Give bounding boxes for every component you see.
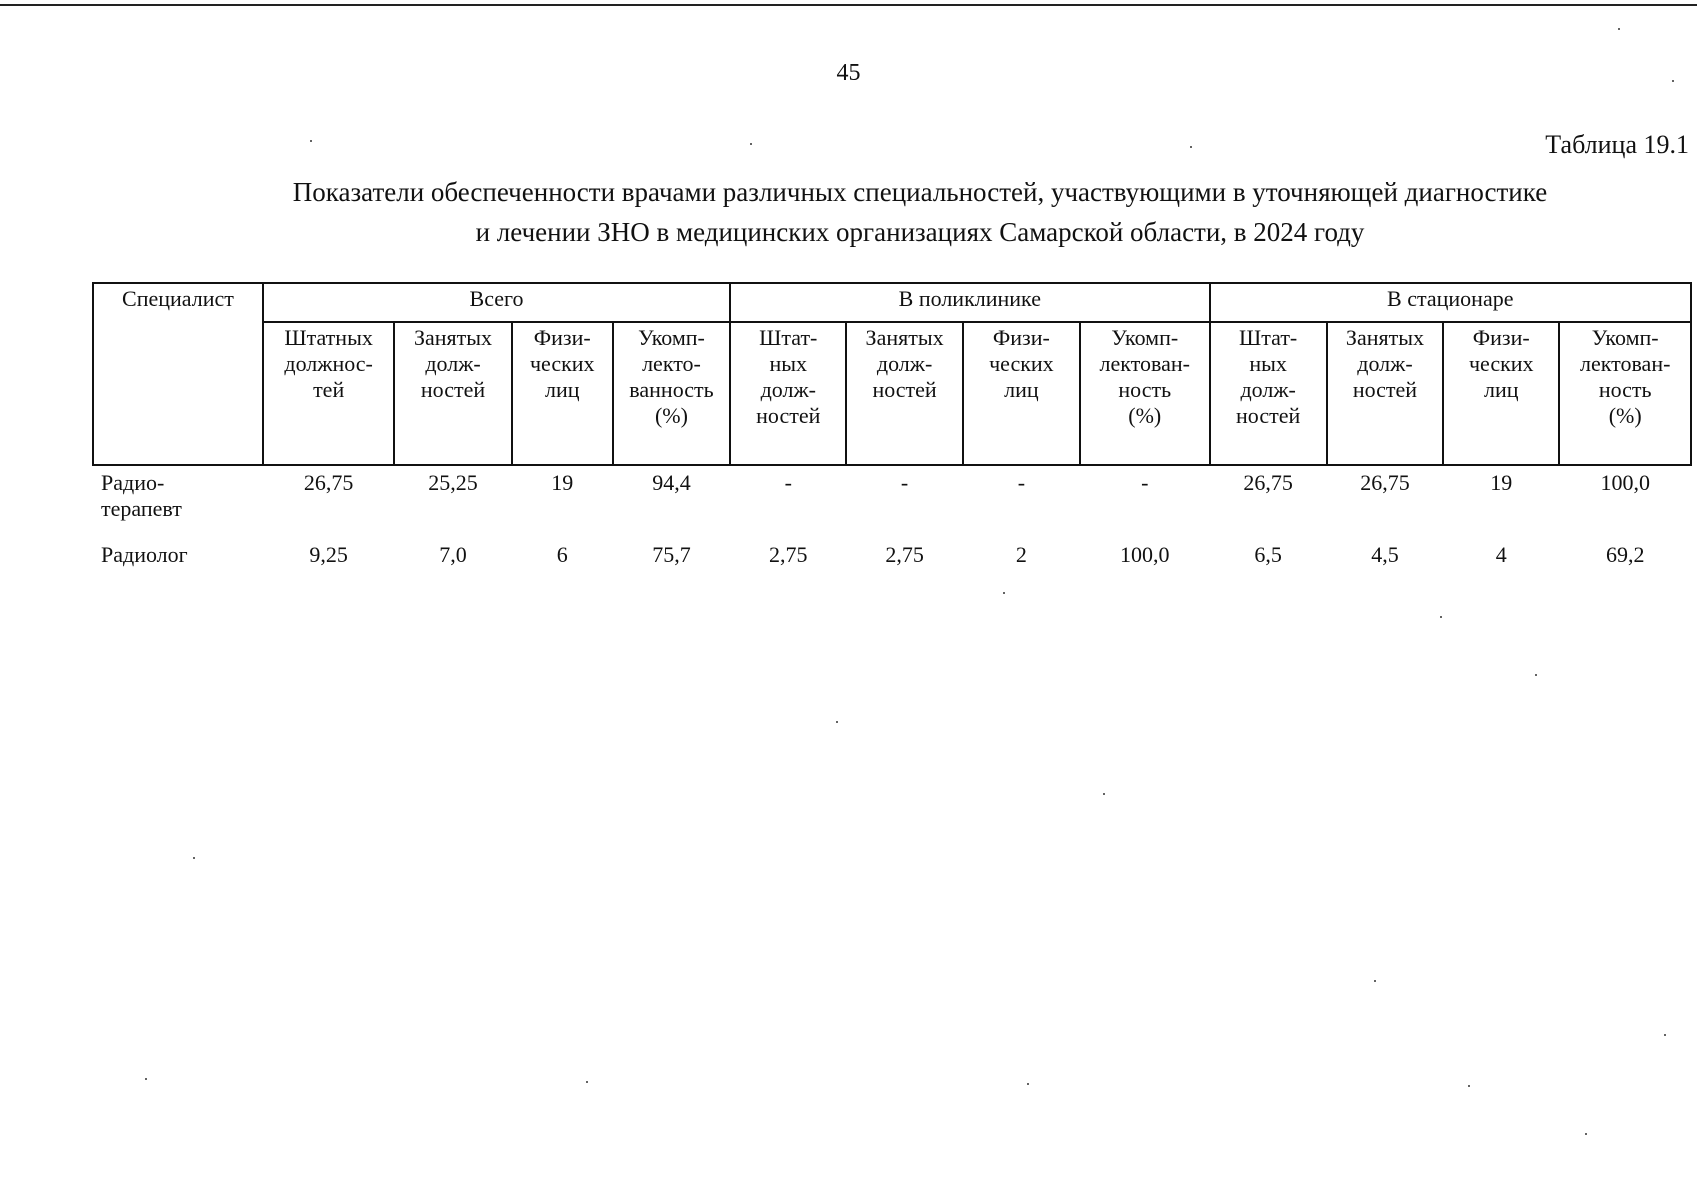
table-cell: 100,0 xyxy=(1120,542,1170,567)
scan-speck xyxy=(1664,1034,1666,1036)
table-cell: 26,75 xyxy=(1243,470,1293,495)
scan-speck xyxy=(145,1078,147,1080)
scan-speck xyxy=(1618,28,1620,30)
subheader: Укомп- лекто- ванность (%) xyxy=(613,322,730,465)
scan-speck xyxy=(1103,793,1105,795)
table-cell: 2,75 xyxy=(769,542,808,567)
subheader: Физи- ческих лиц xyxy=(963,322,1080,465)
table-cell: 9,25 xyxy=(309,542,348,567)
table-cell: 6 xyxy=(556,542,568,567)
group-header-polyclinic: В поликлинике xyxy=(730,283,1209,322)
table-cell: 19 xyxy=(1490,470,1513,495)
document-title xyxy=(140,172,1697,252)
table-cell: 69,2 xyxy=(1605,542,1645,567)
table-row xyxy=(93,465,1691,536)
subheader: Занятых долж- ностей xyxy=(1327,322,1443,465)
group-header-total: Всего xyxy=(263,283,730,322)
scan-speck xyxy=(310,140,312,142)
table-cell: 4 xyxy=(1495,542,1507,567)
table-cell: 26,75 xyxy=(303,470,354,495)
subheader: Укомп- лектован- ность (%) xyxy=(1559,322,1691,465)
staffing-table xyxy=(92,282,1692,568)
top-rule xyxy=(0,4,1697,6)
specialist-name: Радиолог xyxy=(101,542,188,567)
subheader: Занятых долж- ностей xyxy=(394,322,511,465)
table-cell: 26,75 xyxy=(1360,470,1410,495)
specialist-name: Радио- терапевт xyxy=(101,470,182,521)
page-number: 45 xyxy=(836,60,861,86)
table-cell: 2,75 xyxy=(885,542,924,567)
specialist-header: Специалист xyxy=(93,283,263,465)
table-cell: 4,5 xyxy=(1371,542,1399,567)
subheader: Физи- ческих лиц xyxy=(1443,322,1559,465)
table-cell: 7,0 xyxy=(439,542,467,567)
scan-speck xyxy=(1003,592,1005,594)
subheader: Штатных должнос- тей xyxy=(263,322,394,465)
scan-speck xyxy=(836,721,838,723)
subheader: Физи- ческих лиц xyxy=(512,322,613,465)
scan-speck xyxy=(1468,1085,1470,1087)
title-line-2: и лечении ЗНО в медицинских организациях Самарской области, в 2024 году xyxy=(475,217,1365,247)
table-cell: 25,25 xyxy=(428,470,478,495)
table-cell: 2 xyxy=(1015,542,1027,567)
scan-speck xyxy=(1374,980,1376,982)
scan-speck xyxy=(1672,80,1674,82)
table-cell: 6,5 xyxy=(1254,542,1282,567)
table-cell: - xyxy=(1017,470,1026,495)
table-cell: 94,4 xyxy=(652,470,691,495)
table-cell: 19 xyxy=(551,470,574,495)
group-header-hospital: В стационаре xyxy=(1210,283,1692,322)
subheader: Укомп- лектован- ность (%) xyxy=(1080,322,1209,465)
table-cell: 100,0 xyxy=(1600,470,1650,495)
scan-speck xyxy=(1535,674,1537,676)
scan-speck xyxy=(750,143,752,145)
table-cell: - xyxy=(784,470,792,495)
title-line-1: Показатели обеспеченности врачами различных специальностей, участвующими в уточняющей диагностике xyxy=(292,177,1548,207)
scan-speck xyxy=(1585,1133,1587,1135)
scan-speck xyxy=(586,1081,588,1083)
subheader: Штат- ных долж- ностей xyxy=(730,322,846,465)
scan-speck xyxy=(1440,616,1442,618)
table-row xyxy=(93,536,1691,568)
subheader: Штат- ных долж- ностей xyxy=(1210,322,1327,465)
scan-speck xyxy=(1190,146,1192,148)
scan-speck xyxy=(193,857,195,859)
subheader-row xyxy=(93,322,1691,465)
table-cell: - xyxy=(900,470,909,495)
subheader: Занятых долж- ностей xyxy=(846,322,962,465)
table-label: Таблица 19.1 xyxy=(1545,130,1689,159)
table-cell: 75,7 xyxy=(652,542,691,567)
scan-speck xyxy=(1027,1083,1029,1085)
table-cell: - xyxy=(1141,470,1149,495)
